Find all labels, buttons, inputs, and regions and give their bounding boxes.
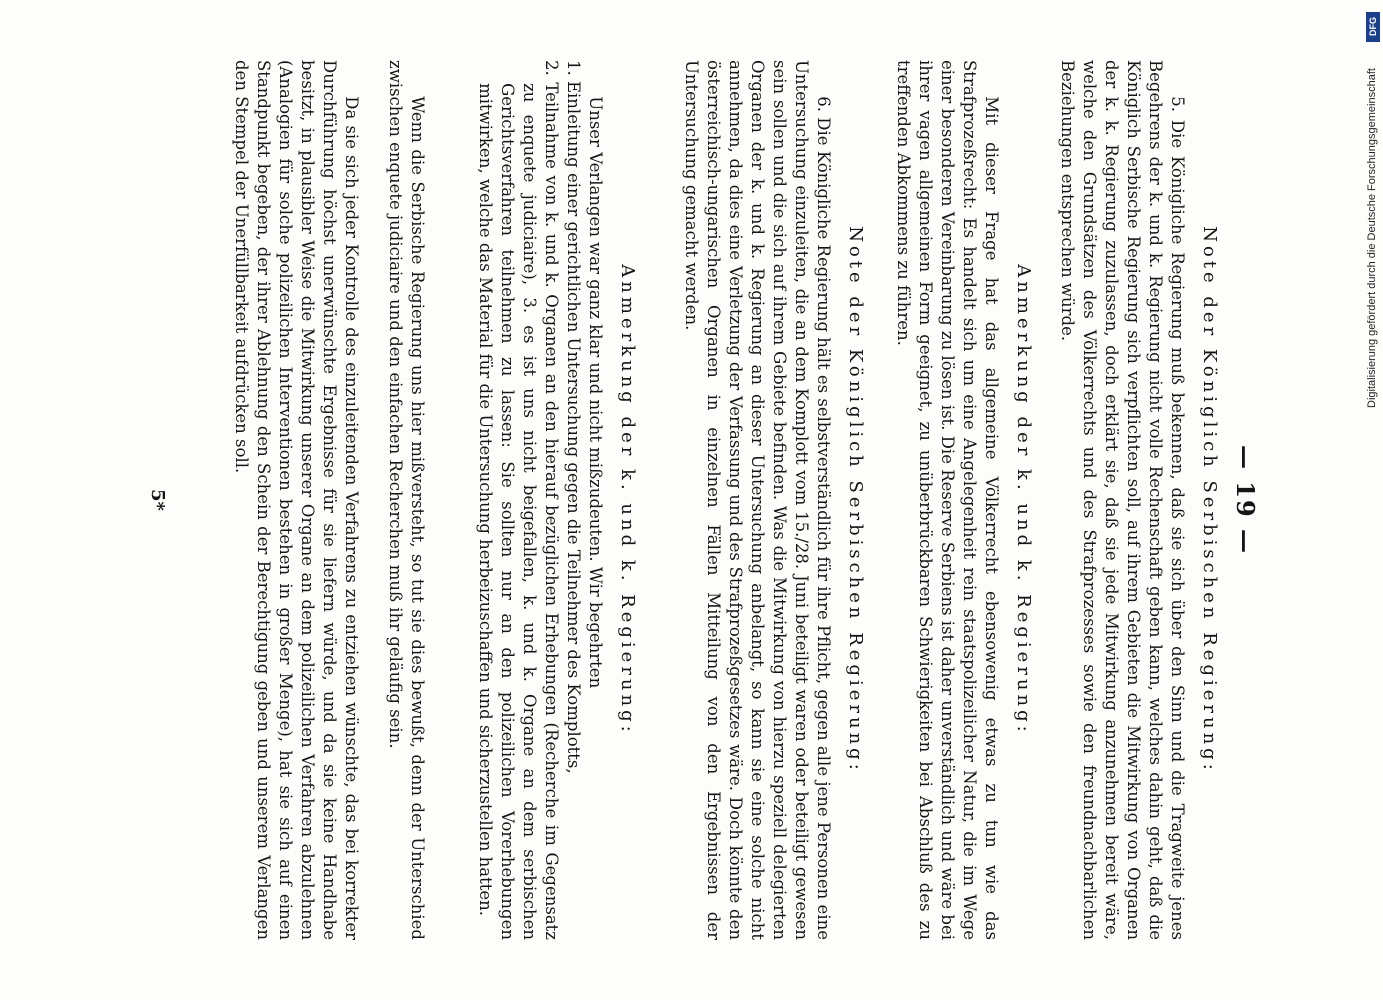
signature-mark: 5* (147, 489, 168, 511)
list-item: 2. Teilnahme von k. und k. Organen an den hierauf bezüglichen Erhebungen (Recherche im Gegensatz zu enquete judiciaire), 3. es ist uns nicht beigefallen, k. und k. Organe an dem serbischen Gerichtsverfahren teilnehmen zu lassen: Sie sollten nur an den polizeilichen Vorerhebungen mitwirken, welche das Material für die Untersuchung herbeizuschaffen und sicherzustellen hatten. (476, 60, 561, 940)
paragraph-remark-2-intro: Unser Verlangen war ganz klar und nicht mißzudeuten. Wir begehrten (586, 96, 605, 689)
page-number: — 19 — (1231, 444, 1260, 556)
paragraph-point-5: 5. Die Königliche Regierung muß bekennen, daß sie sich über den Sinn und die Tragweite jenes Begehrens der k. und k. Regierung nicht volle Rechenschaft geben kann, welches dahin geht, daß die Königlich Serbische Regierung sich verpflichten soll, auf ihrem Gebieten die Mitwirkung von Organen der k. k. Regierung zuzulassen, doch erklärt sie, daß sie jede Mitwirkung anzunehmen bereit wäre, welche den Grundsätzen des Völkerrechts und des Strafprozesses sowie den freundnachbarlichen Beziehungen entsprechen würde. (1058, 60, 1187, 940)
heading-remark-1: Anmerkung der k. und k. Regierung: (1013, 264, 1034, 736)
paragraph-remark-2-c: Da sie sich jeder Kontrolle des einzuleitenden Verfahrens zu entziehen wünschte, das bei korrekter Durchführung höchst unerwünschte Ergebnisse für sie liefern würde, und da sie keine Handhabe besitzt, in plausibler Weise die Mitwirkung unserer Organe an dem polizeilichen Verfahren abzulehnen (Analogien für solche polizeilichen Interventionen bestehen in großer Menge), hat sie sich auf einen Standpunkt begeben, der ihrer Ablehnung den Schein der Berechtigung geben und unserem Verlangen den Stempel der Unerfüllbarkeit aufdrücken soll. (232, 60, 361, 940)
paragraph-remark-1: Mit dieser Frage hat das allgemeine Völkerrecht ebensowenig etwas zu tun wie das Strafprozeßrecht: Es handelt sich um eine Angelegenheit rein staatspolizeilicher Natur, die im Wege einer besonderen Vereinbarung zu lösen ist. Die Reserve Serbiens ist daher unverständlich und wäre bei ihrer vagen allgemeinen Form geeignet, zu unüberbrückbaren Schwierigkeiten bei Abschluß des zu treffenden Abkommens zu führen. (894, 60, 1001, 940)
dfg-logo: DFG (1366, 12, 1380, 42)
digitization-text: Digitalisierung gefördert durch die Deutsche Forschungsgemeinschaft (1366, 68, 1378, 408)
digitization-note (1362, 8, 1383, 988)
list-item: 1. Einleitung einer gerichtlichen Untersuchung gegen die Teilnehmer des Komplotts, (564, 60, 583, 774)
heading-serbian-note-2: Note der Königlich Serbischen Regierung: (845, 226, 866, 774)
rotated-page (120, 60, 1260, 940)
paragraph-point-6: 6. Die Königliche Regierung hält es selbstverständlich für ihre Pflicht, gegen alle jene Personen eine Untersuchung einzuleiten, die an dem Komplott vom 15./28. Juni beteiligt waren oder beteiligt gewesen sein sollen und die sich auf ihrem Gebiete befinden. Was die Mitwirkung von hierzu speziell delegierten Organen der k. und k. Regierung an dieser Untersuchung anbelangt, so kann sie eine solche nicht annehmen, da dies eine Verletzung der Verfassung und des Strafprozeßgesetzes wäre. Doch könnte den österreichisch-ungarischen Organen in einzelnen Fällen Mitteilung von den Ergebnissen der Untersuchung gemacht werden. (682, 60, 833, 940)
demands-list (474, 60, 584, 940)
heading-serbian-note-1: Note der Königlich Serbischen Regierung: (1199, 226, 1220, 774)
paragraph-remark-2-b: Wenn die Serbische Regierung uns hier mißversteht, so tut sie dies bewußt, denn der Unterschied zwischen enquete judiciaire und den einfachen Recherchen muß ihr geläufig sein. (386, 60, 427, 940)
heading-remark-2: Anmerkung der k. und k. Regierung: (617, 264, 638, 736)
